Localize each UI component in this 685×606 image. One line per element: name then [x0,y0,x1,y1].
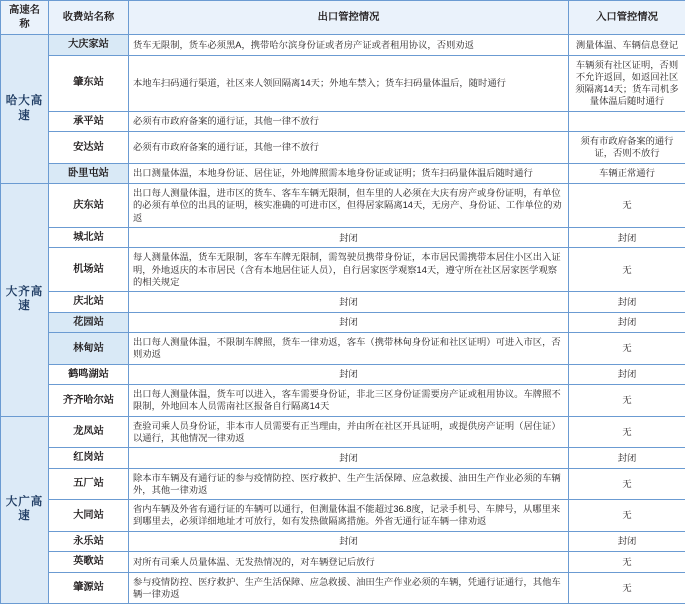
entry-control-cell: 测量体温、车辆信息登记 [569,35,685,55]
station-name-cell: 红岗站 [49,448,129,468]
entry-control-cell: 无 [569,552,685,572]
exit-control-cell: 每人测量体温，货车无限制，客车车牌无限制，需驾驶员携带身份证，本市居民需携带本居住小区出入证明，外地返庆的本市居民（含有本地居住证人员），自行居家医学观察14天，遵守所在社区居家医学观察的相关规定 [129,248,569,292]
entry-control-cell: 封闭 [569,531,685,551]
group-name-cell [1,35,49,184]
table-row [1,132,685,164]
exit-control-cell: 出口测量体温，本地身份证、居住证，外地牌照需本地身份证或证明；货车扫码量体温后随时通行 [129,163,569,183]
group-name-label: 大广高速 [5,496,44,523]
entry-control-cell: 无 [569,572,685,604]
exit-control-cell: 除本市车辆及有通行证的参与疫情防控、医疗救护、生产生活保障、应急救援、油田生产作业必须的车辆外，其他一律劝返 [129,468,569,500]
entry-control-cell [569,111,685,131]
exit-control-cell: 封闭 [129,531,569,551]
table-row [1,572,685,604]
table-row [1,184,685,228]
table-row [1,416,685,448]
entry-control-cell: 无 [569,500,685,532]
table-row [1,364,685,384]
station-name-cell: 林甸站 [49,333,129,365]
exit-control-cell: 必须有市政府备案的通行证，其他一律不放行 [129,132,569,164]
entry-control-cell: 封闭 [569,448,685,468]
exit-control-cell: 货车无限制，货车必须黑A，携带哈尔滨身份证或者房产证或者租用协议，否则劝返 [129,35,569,55]
exit-control-cell: 出口每人测量体温，进市区的货车、客车车辆无限制，但车里的人必须在大庆有房产或身份证明，有单位的必须有单位的出具的证明，核实准确的可进市区，但得居家隔离14天，无房产、身份证、工作单位的劝返 [129,184,569,228]
table-row [1,448,685,468]
entry-control-cell: 无 [569,184,685,228]
exit-control-cell: 出口每人测量体温，不限制车牌照，货车一律劝返，客车（携带林甸身份证和社区证明）可进入市区，否则劝返 [129,333,569,365]
exit-control-cell: 封闭 [129,364,569,384]
table-row [1,312,685,332]
table-row [1,531,685,551]
header-entry: 入口管控情况 [569,1,685,35]
table-row [1,333,685,365]
station-name-cell: 承平站 [49,111,129,131]
group-name-label: 哈大高速 [5,95,44,122]
table-row [1,552,685,572]
exit-control-cell: 封闭 [129,312,569,332]
station-name-cell: 庆北站 [49,292,129,312]
exit-control-cell: 封闭 [129,292,569,312]
entry-control-cell: 封闭 [569,227,685,247]
table-row [1,248,685,292]
station-name-cell: 永乐站 [49,531,129,551]
station-name-cell: 鹤鸣湖站 [49,364,129,384]
station-name-cell: 庆东站 [49,184,129,228]
station-name-cell: 肇东站 [49,55,129,111]
header-exit: 出口管控情况 [129,1,569,35]
exit-control-cell: 参与疫情防控、医疗救护、生产生活保障、应急救援、油田生产作业必须的车辆，凭通行证通行，其他车辆一律劝返 [129,572,569,604]
exit-control-cell: 本地车扫码通行渠道，社区来人领回隔离14天；外地车禁入；货车扫码量体温后，随时通行 [129,55,569,111]
entry-control-cell: 无 [569,468,685,500]
entry-control-cell: 封闭 [569,364,685,384]
exit-control-cell: 对所有司乘人员量体温、无发热情况的，对车辆登记后放行 [129,552,569,572]
exit-control-cell: 省内车辆及外省有通行证的车辆可以通行，但测量体温不能超过36.8度，记录手机号、车牌号，从哪里来到哪里去，必须详细地址才可放行，如有发热做隔离措施。外省无通行证车辆一律劝返 [129,500,569,532]
group-name-label: 大齐高速 [5,286,44,313]
group-name-cell [1,184,49,416]
table-row [1,385,685,417]
entry-control-cell: 无 [569,333,685,365]
exit-control-cell: 封闭 [129,448,569,468]
station-name-cell: 城北站 [49,227,129,247]
entry-control-cell: 无 [569,385,685,417]
entry-control-cell: 无 [569,416,685,448]
header-row [1,1,685,35]
header-station: 收费站名称 [49,1,129,35]
header-group: 高速名称 [1,1,49,35]
exit-control-cell: 查验司乘人员身份证，非本市人员需要有正当理由，并由所在社区开具证明，或提供房产证明（居住证）以通行，其他情况一律劝返 [129,416,569,448]
entry-control-cell: 车辆须有社区证明，否则不允许返回，如返回社区须隔离14天；货车司机多量体温后随时通行 [569,55,685,111]
station-name-cell: 肇源站 [49,572,129,604]
station-name-cell: 龙凤站 [49,416,129,448]
table-body [1,35,685,604]
entry-control-cell: 封闭 [569,292,685,312]
table-row [1,163,685,183]
station-name-cell: 花园站 [49,312,129,332]
group-name-cell [1,416,49,603]
exit-control-cell: 封闭 [129,227,569,247]
station-name-cell: 大庆家站 [49,35,129,55]
station-name-cell: 英歌站 [49,552,129,572]
station-name-cell: 卧里屯站 [49,163,129,183]
entry-control-cell: 须有市政府备案的通行证，否则不放行 [569,132,685,164]
station-name-cell: 安达站 [49,132,129,164]
exit-control-cell: 出口每人测量体温，货车可以进入，客车需要身份证，非北三区身份证需要房产证或租用协议。车牌照不限制，外地回本人员需南社区报备自行隔离14天 [129,385,569,417]
exit-control-cell: 必须有市政府备案的通行证，其他一律不放行 [129,111,569,131]
table-row [1,227,685,247]
table-row [1,468,685,500]
station-name-cell: 机场站 [49,248,129,292]
entry-control-cell: 封闭 [569,312,685,332]
table-header [1,1,685,35]
station-name-cell: 大同站 [49,500,129,532]
table-row [1,35,685,55]
station-name-cell: 齐齐哈尔站 [49,385,129,417]
table-row [1,55,685,111]
entry-control-cell: 车辆正常通行 [569,163,685,183]
table-row [1,292,685,312]
entry-control-cell: 无 [569,248,685,292]
table-row [1,500,685,532]
table-row [1,111,685,131]
station-name-cell: 五厂站 [49,468,129,500]
